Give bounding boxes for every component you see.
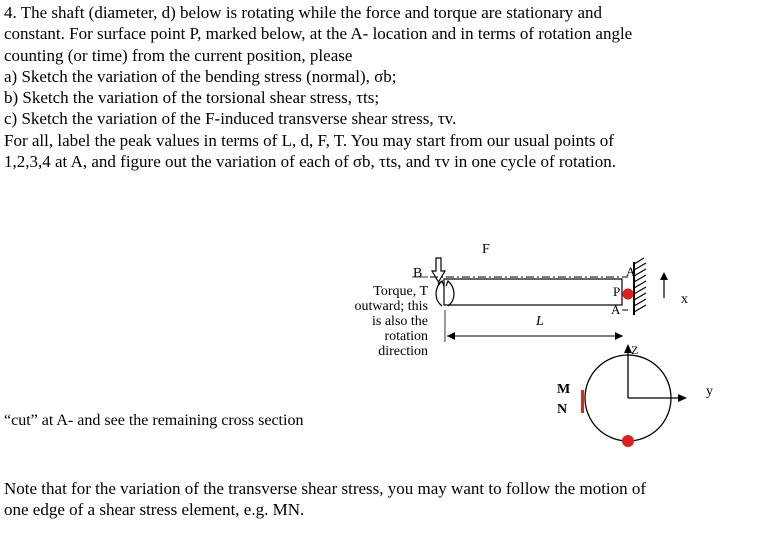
length-label: L bbox=[536, 314, 544, 329]
task-c-text: c) Sketch the variation of the F-induced transverse shear stress, bbox=[4, 109, 438, 129]
force-arrow-icon bbox=[432, 258, 445, 282]
fixed-wall bbox=[634, 258, 646, 315]
y-axis-arrowhead-icon bbox=[678, 394, 687, 402]
y-axis-label: y bbox=[706, 384, 713, 399]
length-right-arrowhead-icon bbox=[615, 332, 623, 340]
task-b-suffix: ; bbox=[374, 88, 380, 108]
x-axis-label: x bbox=[681, 292, 688, 307]
cut-instruction: “cut” at A- and see the remaining cross section bbox=[4, 412, 304, 429]
intro-line-7: For all, label the peak values in terms of L, d, F, T. You may start from our usual points of bbox=[4, 130, 614, 150]
sigma-b-symbol: σb bbox=[374, 66, 392, 86]
note bbox=[4, 478, 774, 520]
cross-section-point-marker bbox=[622, 435, 634, 447]
intro-line-8: 1,2,3,4 at A, and figure out the variation of each of σb, τts, and τv in one cycle of rotation. bbox=[4, 152, 616, 172]
mn-element-bar bbox=[581, 390, 584, 413]
force-label: F bbox=[482, 242, 490, 257]
intro-line-3: counting (or time) from the current position, please bbox=[4, 45, 353, 65]
note-line-1: Note that for the variation of the transverse shear stress, you may want to follow the motion of bbox=[4, 479, 647, 498]
torque-line-1: Torque, T bbox=[373, 284, 428, 299]
point-b-label: B bbox=[413, 266, 423, 281]
x-axis-arrowhead-icon bbox=[660, 272, 668, 280]
n-label: N bbox=[557, 402, 568, 417]
torque-line-4: rotation bbox=[384, 329, 428, 344]
length-left-arrowhead-icon bbox=[447, 332, 455, 340]
torque-caption bbox=[355, 284, 429, 359]
torque-line-3: is also the bbox=[372, 314, 428, 329]
torque-line-5: direction bbox=[378, 344, 428, 359]
tau-ts-symbol: τts bbox=[356, 88, 375, 108]
shaft bbox=[444, 279, 622, 305]
z-axis-label: Z bbox=[631, 343, 639, 357]
point-p-label: P bbox=[613, 284, 621, 299]
torque-line-2: outward; this bbox=[354, 299, 428, 314]
task-c-suffix: . bbox=[452, 109, 457, 129]
point-p-marker bbox=[623, 289, 634, 300]
task-b-text: b) Sketch the variation of the torsional shear stress, bbox=[4, 88, 357, 108]
point-a-top-label: A bbox=[626, 264, 636, 279]
intro-line-2: constant. For surface point P, marked below, at the A- location and in terms of rotation angle bbox=[4, 24, 633, 44]
m-label: M bbox=[557, 382, 571, 397]
tau-v-symbol: τv bbox=[437, 109, 453, 129]
task-a-text: a) Sketch the variation of the bending stress (normal), bbox=[4, 66, 375, 86]
section-a-label: A bbox=[611, 302, 621, 317]
task-a-suffix: ; bbox=[391, 66, 397, 86]
note-line-2: one edge of a shear stress element, e.g. MN. bbox=[4, 500, 305, 519]
intro-line-1: 4. The shaft (diameter, d) below is rotating while the force and torque are stationary and bbox=[4, 3, 603, 22]
